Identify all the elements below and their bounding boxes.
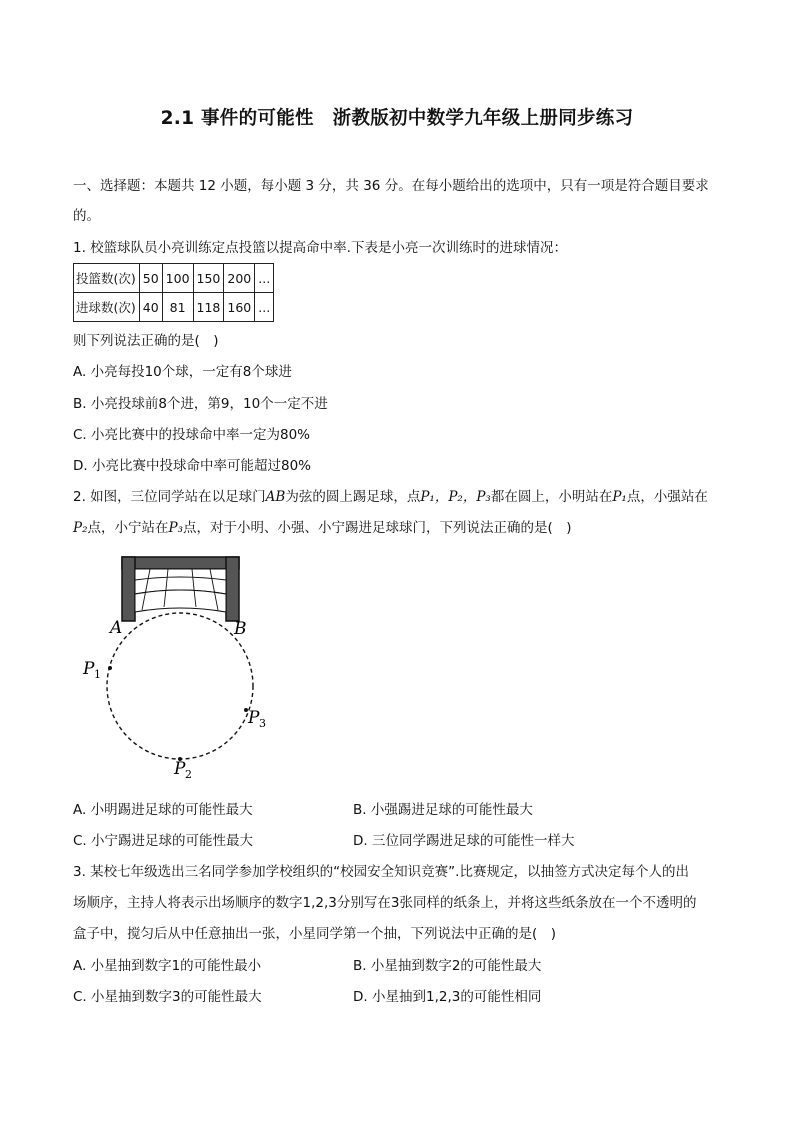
q2-stem-text: 点，小强站在 — [626, 489, 708, 505]
q2-stem-line2 — [73, 518, 572, 538]
q1-stem: 1. 校篮球队员小亮训练定点投篮以提高命中率.下表是小亮一次训练时的进球情况： — [73, 240, 567, 256]
q2-option-d: D. 三位同学踢进足球的可能性一样大 — [353, 833, 575, 849]
dashed-circle — [107, 613, 253, 759]
table-row — [74, 293, 274, 322]
q3-option-d: D. 小星抽到1,2,3的可能性相同 — [353, 989, 542, 1005]
table-cell: 进球数(次) — [74, 293, 140, 322]
q1-option-a: A. 小亮每投10个球，一定有8个球进 — [73, 364, 292, 380]
soccer-goal — [122, 557, 239, 621]
q1-ask: 则下列说法正确的是( ) — [73, 333, 219, 349]
q2-stem-text: 都在圆上，小明站在 — [490, 489, 613, 505]
q1-option-c: C. 小亮比赛中的投球命中率一定为80% — [73, 427, 311, 443]
label-p3-sub: 3 — [259, 717, 266, 730]
label-p1-sub: 1 — [94, 668, 101, 681]
q2-point-p3: P₃ — [168, 520, 183, 536]
q3-stem-line2: 场顺序，主持人将表示出场顺序的数字1,2,3分别写在3张同样的纸条上，并将这些纸条放在一个不透明的 — [73, 895, 697, 911]
q3-option-a: A. 小星抽到数字1的可能性最小 — [73, 958, 262, 974]
q2-stem-text: 为弦的圆上踢足球，点 — [285, 489, 421, 505]
table-row — [74, 264, 274, 293]
q2-point-p2: P₂ — [73, 520, 88, 536]
label-p1: P — [83, 659, 95, 679]
q1-option-b: B. 小亮投球前8个进，第9，10个一定不进 — [73, 396, 328, 412]
page-title: 2.1 事件的可能性 浙教版初中数学九年级上册同步练习 — [160, 108, 634, 129]
q1-option-d: D. 小亮比赛中投球命中率可能超过80% — [73, 458, 311, 474]
label-p2: P — [174, 759, 186, 779]
table-cell: 160 — [224, 293, 255, 322]
q3-stem-line3: 盒子中，搅匀后从中任意抽出一张，小星同学第一个抽，下列说法中正确的是( ) — [73, 926, 557, 942]
table-cell: 40 — [139, 293, 162, 322]
q2-stem-text: 2. 如图，三位同学站在以足球门 — [73, 489, 266, 505]
q3-stem-line1: 3. 某校七年级选出三名同学参加学校组织的“校园安全知识竞赛”.比赛规定，以抽签方式决定每个人的出 — [73, 864, 689, 880]
table-cell: 投篮数(次) — [74, 264, 140, 293]
table-cell: ... — [255, 264, 274, 293]
table-cell: 100 — [162, 264, 193, 293]
q2-points: P₁，P₂，P₃ — [420, 489, 491, 505]
q2-option-c: C. 小宁踢进足球的可能性最大 — [73, 833, 254, 849]
table-cell: ... — [255, 293, 274, 322]
section-heading-line2: 的。 — [73, 208, 100, 224]
label-p3: P — [248, 708, 260, 728]
label-p2-sub: 2 — [185, 768, 192, 781]
section-heading-line1: 一、选择题：本题共 12 小题，每小题 3 分，共 36 分。在每小题给出的选项中，只有一项是符合题目要求 — [73, 178, 709, 194]
label-a: A — [110, 618, 123, 638]
goal-circle-figure — [80, 550, 280, 785]
q2-point-p1: P₁ — [612, 489, 627, 505]
table-cell: 118 — [193, 293, 224, 322]
label-b: B — [234, 619, 247, 639]
table-cell: 200 — [224, 264, 255, 293]
q1-table — [73, 263, 274, 322]
point-p1 — [108, 666, 112, 670]
q2-stem-line1 — [73, 487, 708, 507]
q3-option-b: B. 小星抽到数字2的可能性最大 — [353, 958, 542, 974]
q3-option-c: C. 小星抽到数字3的可能性最大 — [73, 989, 262, 1005]
table-cell: 150 — [193, 264, 224, 293]
q2-option-a: A. 小明踢进足球的可能性最大 — [73, 802, 253, 818]
q2-stem-text: 点，对于小明、小强、小宁踢进足球球门，下列说法正确的是( ) — [183, 520, 572, 536]
table-cell: 50 — [139, 264, 162, 293]
table-cell: 81 — [162, 293, 193, 322]
q2-stem-text: 点，小宁站在 — [87, 520, 169, 536]
q2-chord-ab: AB — [265, 489, 286, 505]
q2-option-b: B. 小强踢进足球的可能性最大 — [353, 802, 533, 818]
